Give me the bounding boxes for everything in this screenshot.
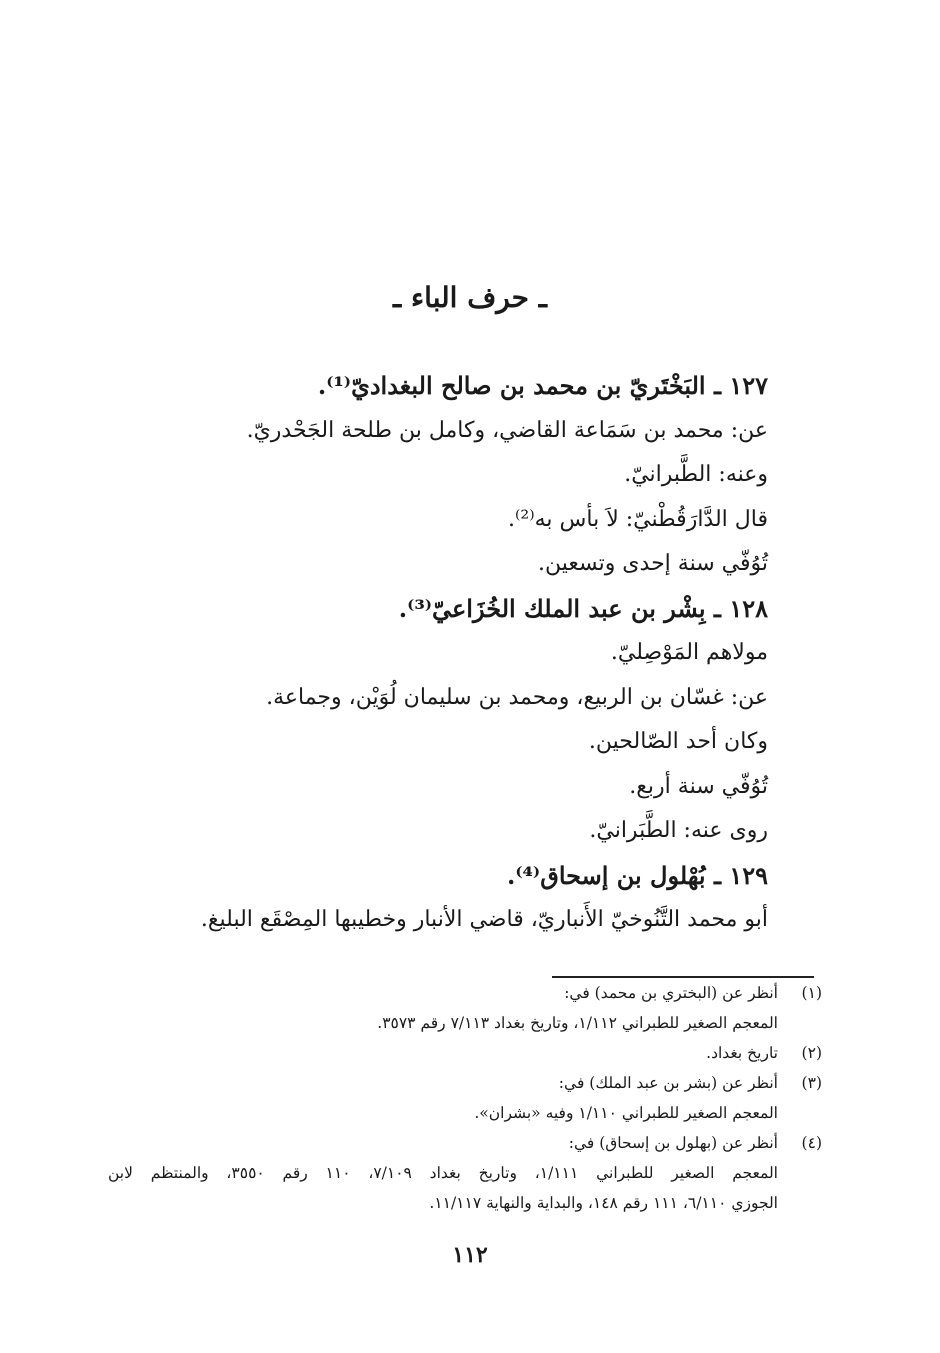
footnote-1 [108, 978, 822, 1038]
footnotes [108, 978, 822, 1218]
footnote-line: أنظر عن (البختري بن محمد) في: [564, 984, 778, 1002]
section-heading: ـ حرف الباء ـ [393, 281, 547, 314]
entry-line: قال الدَّارَقُطْنيّ: لاَ بأس به⁽²⁾. [507, 506, 768, 532]
entry-heading: ١٢٩ ـ بُهْلول بن إسحاق⁽⁴⁾. [507, 860, 768, 890]
footnote-body [108, 1038, 778, 1068]
entry-line: روى عنه: الطَّبَرانيّ. [589, 818, 768, 843]
footnote-body [108, 978, 778, 1038]
footnote-line: المعجم الصغير للطبراني ١/١١١، وتاريخ بغداد ٧/١٠٩، ١١٠ رقم ٣٥٥٠، والمنتظم لابن [108, 1164, 778, 1182]
main-text [150, 364, 768, 943]
footnote-line: المعجم الصغير للطبراني ١/١١٠ وفيه «بشران». [474, 1104, 778, 1122]
entry-line: أبو محمد التَّنُوخيّ الأَنباريّ، قاضي الأنبار وخطيبها المِصْقَع البليغ. [200, 907, 768, 932]
footnote-4 [108, 1128, 822, 1218]
footnote-3 [108, 1068, 822, 1128]
footnote-body [108, 1068, 778, 1128]
footnote-line: أنظر عن (بهلول بن إسحاق) في: [568, 1134, 778, 1152]
entry-line: عن: غسّان بن الربيع، ومحمد بن سليمان لُوَيْن، وجماعة. [266, 684, 768, 710]
footnote-2 [108, 1038, 822, 1068]
page-number: ١١٢ [452, 1242, 488, 1268]
entry-129 [150, 854, 768, 943]
footnote-body [108, 1128, 778, 1218]
footnote-number: (٣) [801, 1074, 822, 1092]
footnote-line: المعجم الصغير للطبراني ١/١١٢، وتاريخ بغداد ٧/١١٣ رقم ٣٥٧٣. [377, 1014, 778, 1032]
footnote-number: (٤) [801, 1134, 822, 1152]
entry-line: تُوُفّي سنة أربع. [629, 773, 768, 799]
footnote-number: (١) [801, 984, 822, 1002]
footnote-line: أنظر عن (بشر بن عبد الملك) في: [558, 1074, 778, 1092]
entry-line: وكان أحد الصّالحين. [588, 729, 768, 754]
footnote-line: الجوزي ٦/١١٠، ١١١ رقم ١٤٨، والبداية والنهاية ١١/١١٧. [429, 1194, 778, 1212]
entry-128 [150, 587, 768, 854]
entry-line: مولاهم المَوْصِليّ. [610, 640, 768, 665]
footnote-number: (٢) [801, 1044, 822, 1062]
entry-line: وعنه: الطَّبرانيّ. [624, 462, 768, 487]
entry-line: عن: محمد بن سَمَاعة القاضي، وكامل بن طلحة الجَحْدريّ. [246, 417, 768, 443]
entry-line: تُوُفّي سنة إحدى وتسعين. [537, 551, 768, 576]
entry-heading: ١٢٧ ـ البَخْتَريّ بن محمد بن صالح البغداديّ⁽¹⁾. [317, 371, 768, 400]
entry-127 [150, 364, 768, 587]
footnote-line: تاريخ بغداد. [706, 1044, 778, 1062]
entry-heading: ١٢٨ ـ بِشْر بن عبد الملك الخُزَاعيّ⁽³⁾. [398, 593, 768, 623]
